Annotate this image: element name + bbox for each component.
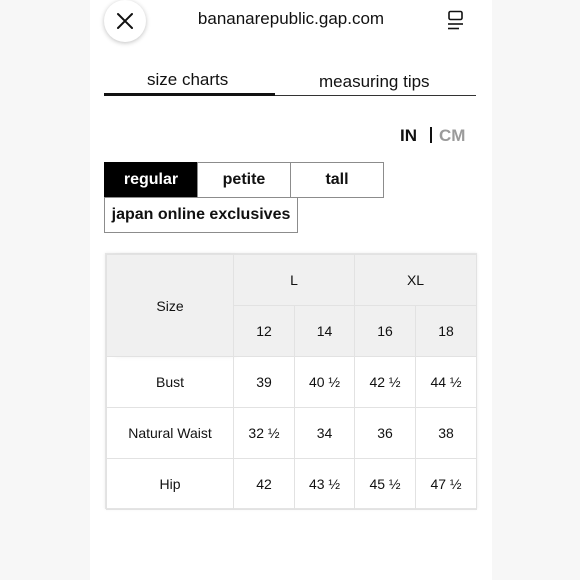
- table-header-row: [107, 255, 477, 306]
- tab-bar: [104, 70, 476, 97]
- table-cell: 47 ½: [416, 459, 477, 510]
- table-cell: 39: [234, 357, 295, 408]
- url-bar[interactable]: bananarepublic.gap.com: [197, 9, 385, 28]
- table-cell: 42 ½: [355, 357, 416, 408]
- table-row: [107, 408, 477, 459]
- table-cell: 45 ½: [355, 459, 416, 510]
- table-cell: 44 ½: [416, 357, 477, 408]
- size-corner-header: Size: [107, 255, 234, 357]
- table-cell: 36: [355, 408, 416, 459]
- table-cell: 43 ½: [295, 459, 355, 510]
- fit-tall-button[interactable]: tall: [290, 162, 384, 198]
- table-row: [107, 459, 477, 510]
- group-header-l: L: [234, 255, 355, 306]
- table-cell: 38: [416, 408, 477, 459]
- row-label-natural-waist: Natural Waist: [107, 408, 234, 459]
- fit-japan-online-exclusives-button[interactable]: japan online exclusives: [104, 197, 298, 233]
- size-header-14: 14: [295, 306, 355, 357]
- unit-cm-button[interactable]: CM: [439, 126, 466, 145]
- table-row: [107, 357, 477, 408]
- right-backdrop: [492, 0, 580, 580]
- fit-petite-button[interactable]: petite: [197, 162, 291, 198]
- size-table: [106, 254, 477, 510]
- table-cell: 34: [295, 408, 355, 459]
- group-header-xl: XL: [355, 255, 477, 306]
- left-backdrop: [0, 0, 90, 580]
- tab-size-charts[interactable]: size charts: [147, 70, 229, 89]
- unit-separator: [430, 127, 432, 143]
- row-label-bust: Bust: [107, 357, 234, 408]
- row-label-hip: Hip: [107, 459, 234, 510]
- active-tab-indicator: [104, 93, 275, 96]
- unit-in-button[interactable]: IN: [400, 126, 417, 145]
- table-cell: 32 ½: [234, 408, 295, 459]
- fit-regular-button[interactable]: regular: [104, 162, 198, 198]
- size-header-12: 12: [234, 306, 295, 357]
- table-cell: 42: [234, 459, 295, 510]
- unit-toggle: [400, 126, 465, 146]
- tab-measuring-tips[interactable]: measuring tips: [319, 72, 430, 91]
- tab-divider: [275, 95, 476, 96]
- size-header-18: 18: [416, 306, 477, 357]
- tabs-icon[interactable]: [446, 10, 466, 32]
- size-table-container: [105, 253, 477, 509]
- table-cell: 40 ½: [295, 357, 355, 408]
- size-header-16: 16: [355, 306, 416, 357]
- size-chart-page: [90, 0, 492, 580]
